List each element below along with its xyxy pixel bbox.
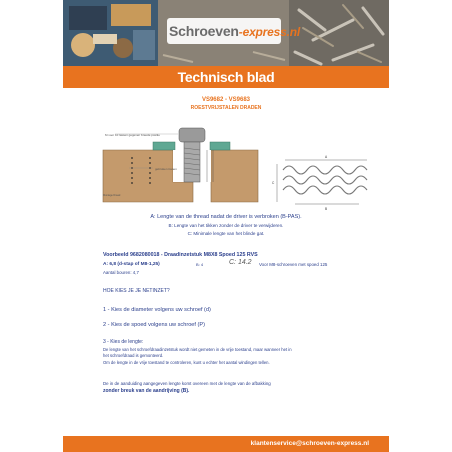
caption-b: B: Lengte van het tikken zonder de driver te verwijderen. bbox=[168, 223, 284, 228]
paragraph-length bbox=[103, 347, 373, 366]
logo-main-text: Schroeven bbox=[169, 23, 239, 39]
dim-c-label: C bbox=[272, 181, 275, 185]
step-1: 1 - Kies de diameter volgens uw schroef (d) bbox=[103, 307, 211, 313]
paragraph-line: Om de lengte in de vrije toestand te controleren, kunt u echter het aantal windingen tellen. bbox=[103, 359, 270, 365]
page-title: Technisch blad bbox=[177, 69, 275, 85]
footer-email-link[interactable]: klantenservice@schroeven-express.nl bbox=[250, 440, 369, 447]
paragraph-designation bbox=[103, 381, 373, 394]
label-coil: gebroken tranen bbox=[155, 167, 177, 171]
caption-c: C: Minimale lengte van het blinde gat. bbox=[187, 231, 265, 236]
paragraph-line-bold: zonder breuk van de aandrijving (B). bbox=[103, 387, 190, 394]
brand-logo bbox=[169, 23, 300, 39]
label-insert: Montage Draad bbox=[103, 194, 121, 197]
step-3: 3 - Kies de lengte: bbox=[103, 339, 144, 345]
diagram-captions bbox=[63, 213, 389, 238]
label-top: M voor 10 lassen gegeven breede positie bbox=[105, 133, 160, 137]
technical-diagram bbox=[63, 120, 389, 217]
example-c-value: C: 14.2 bbox=[229, 259, 252, 266]
step-2: 2 - Kies de spoed volgens uw schroef (P) bbox=[103, 322, 205, 328]
paragraph-line: De in de aanduiding aangegeven lengte komt overeen met de lengte van de afbakking bbox=[103, 381, 271, 386]
product-subtitle: ROESTVRIJSTALEN DRADEN bbox=[190, 105, 262, 111]
dim-a-label: A bbox=[325, 155, 328, 159]
example-b-value: B: 4 bbox=[196, 262, 204, 267]
example-note: Voor M8-schroeven met spoed 125 bbox=[259, 262, 328, 267]
example-a-value: A: 6,8 (d-stap of M8-1,25) bbox=[103, 262, 160, 267]
product-codes: VS9682 - VS9683 bbox=[201, 97, 251, 103]
footer-bar bbox=[63, 436, 389, 452]
example-title: Voorbeeld 9682080018 - Draadinzetstuk M8X8 Spoed 125 RVS bbox=[103, 252, 258, 258]
paragraph-line: De lengte van het schroefdraadinzetstuk wordt niet gemeten in de vrije toestand, maar wanneer het in bbox=[103, 347, 292, 352]
dim-b-label: B bbox=[325, 207, 328, 211]
title-bar bbox=[63, 66, 389, 88]
section-question: HOE KIES JE JE NETINZET? bbox=[103, 288, 170, 294]
paragraph-line: het schroefdraad is gemonteerd. bbox=[103, 353, 164, 359]
document-page bbox=[63, 0, 389, 452]
logo-sub-text: -express.nl bbox=[238, 25, 300, 39]
caption-a: A: Lengte van de thread nadat de driver is verbroken (B-PAS). bbox=[150, 214, 302, 220]
example-aantal: Aantal bouren: 4,7 bbox=[103, 270, 139, 275]
